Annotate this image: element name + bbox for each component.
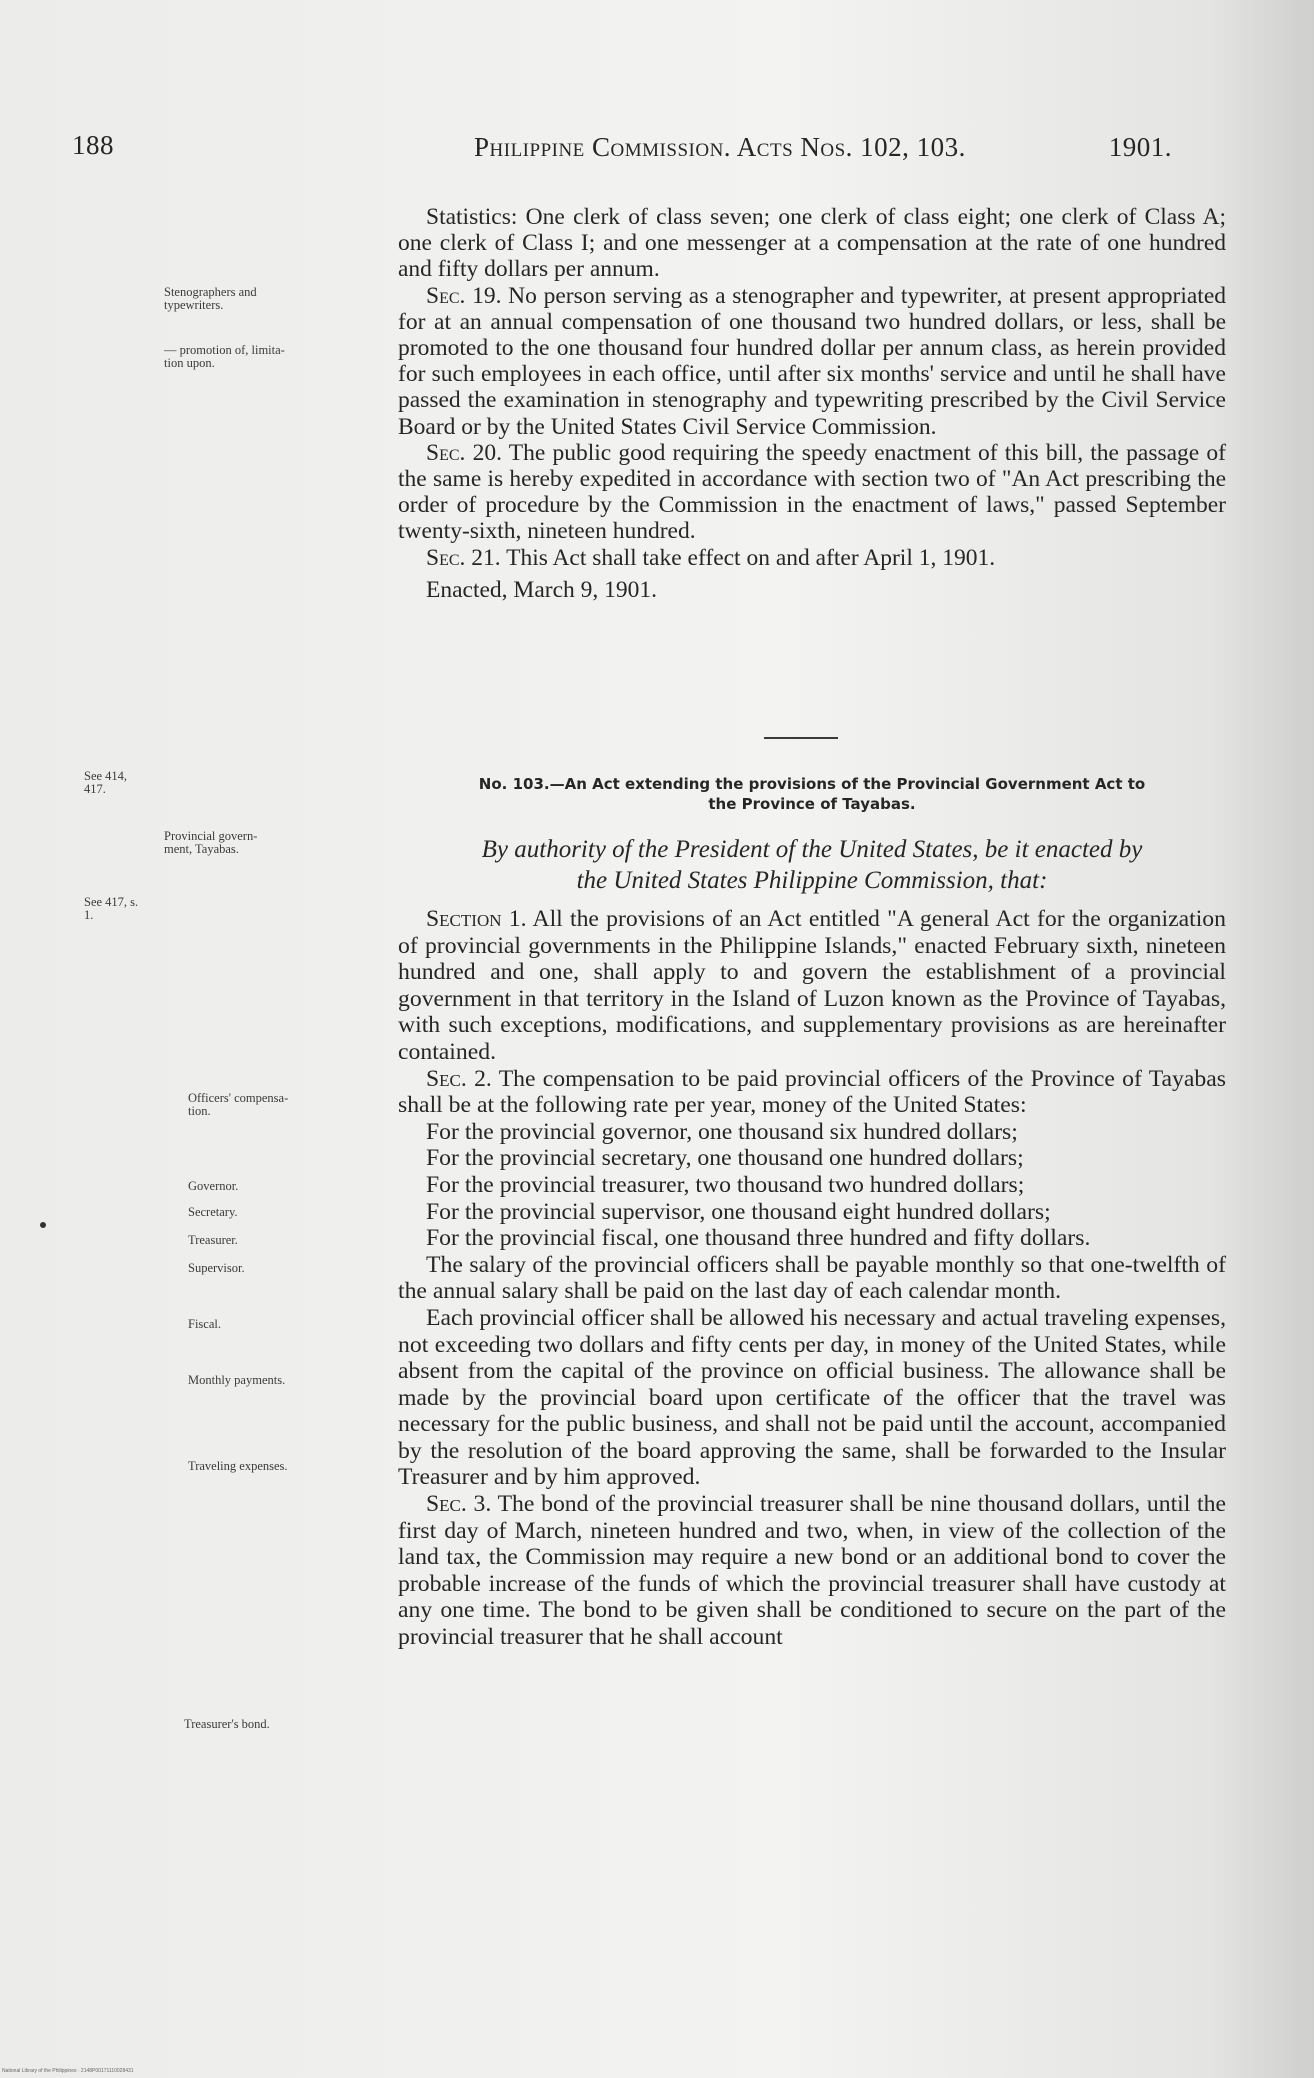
secretary-salary: For the provincial secretary, one thousand one hundred dollars; <box>426 1145 1024 1172</box>
header-year: 1901. <box>1108 132 1172 162</box>
governor-salary: For the provincial governor, one thousand six hundred dollars; <box>426 1118 1018 1145</box>
section-label: Section 1. <box>426 906 527 932</box>
section-text: The bond of the provincial treasurer shall be nine thousand dollars, until the first day of March, nineteen hundred and two, when, in view of the collection of the land tax, the Commission may require a new bond or an additional bond to cover the probable increase of the funds of which the provincial treasurer shall have custody at any one time. The bond to be given shall be conditioned to secure on the part of the provincial treasurer that he shall account <box>398 1491 1226 1651</box>
section-21 <box>398 545 1226 571</box>
enacting-clause: By authority of the President of the United States, be it enacted by the United States Philippine Commission, that: <box>481 836 1143 894</box>
margin-note-provincial-government: Provincial govern- ment, Tayabas. <box>164 829 258 856</box>
margin-note-monthly-payments: Monthly payments. <box>188 1373 286 1387</box>
traveling-expenses: Each provincial officer shall be allowed his necessary and actual traveling expenses, not exceeding two dollars and fifty cents per day, in money of the United States, while absent from the capital of the province on official business. The allowance shall be made by the provincial board upon certificate of the officer that the travel was necessary for the public business, and shall not be paid until the account, accompanied by the resolution of the board approving the same, shall be forwarded to the Insular Treasurer and by him approved. <box>398 1304 1226 1491</box>
act-102-continuation <box>398 204 1226 603</box>
margin-note-stenographers: Stenographers and typewriters. <box>164 285 257 312</box>
ink-speck <box>40 1222 46 1228</box>
margin-note-treasurers-bond: Treasurer's bond. <box>184 1717 270 1731</box>
page-header <box>72 130 1172 180</box>
margin-note-treasurer: Treasurer. <box>188 1233 238 1247</box>
scan-credit: National Library of the Philippines · 2148P00171110028431 <box>2 2068 134 2074</box>
margin-note-see-414: See 414, 417. <box>84 769 128 796</box>
section-label: Sec. 20. <box>426 439 502 466</box>
fiscal-salary: For the provincial fiscal, one thousand three hundred and fifty dollars. <box>426 1225 1091 1252</box>
section-label: Sec. 19. <box>426 282 502 309</box>
margin-note-promotion: — promotion of, limita- tion upon. <box>164 343 285 370</box>
enacted-date: Enacted, March 9, 1901. <box>426 576 658 603</box>
margin-note-secretary: Secretary. <box>188 1205 238 1219</box>
act-103-title: No. 103.—An Act extending the provisions of the Provincial Government Act to the Province of Tayabas. <box>478 775 1146 813</box>
supervisor-salary: For the provincial supervisor, one thousand eight hundred dollars; <box>426 1198 1051 1225</box>
section-text: The compensation to be paid provincial officers of the Province of Tayabas shall be at the following rate per year, money of the United States: <box>398 1065 1226 1119</box>
section-19 <box>398 283 1226 440</box>
section-2 <box>398 1066 1226 1119</box>
section-text: No person serving as a stenographer and typewriter, at present appropriated for at an annual compensation of one thousand two hundred dollars, or less, shall be promoted to the one thousand four hundred dollar per annum class, as herein provided for such employees in each office, until after six months' service and until he shall have passed the examination in stenography and typewriting prescribed by the Civil Service Board or by the United States Civil Service Commission. <box>398 282 1227 440</box>
section-label: Sec. 21. <box>426 544 501 571</box>
section-label: Sec. 2. <box>426 1065 492 1092</box>
section-20 <box>398 440 1226 545</box>
treasurer-salary: For the provincial treasurer, two thousand two hundred dollars; <box>426 1171 1025 1198</box>
margin-note-see-417: See 417, s. 1. <box>84 895 139 922</box>
margin-note-governor: Governor. <box>188 1179 239 1193</box>
section-divider <box>764 737 838 739</box>
section-text: The public good requiring the speedy enactment of this bill, the passage of the same is hereby expedited in accordance with section two of "An Act prescribing the order of procedure by the Commission in the enactment of laws," passed September twenty-sixth, nineteen hundred. <box>398 439 1227 545</box>
section-text: This Act shall take effect on and after April 1, 1901. <box>506 544 996 571</box>
act-103-body <box>398 906 1226 1651</box>
margin-note-supervisor: Supervisor. <box>188 1261 245 1275</box>
paragraph-statistics: Statistics: One clerk of class seven; one clerk of class eight; one clerk of Class A; one clerk of Class I; and one messenger at a compensation at the rate of one hundred and fifty dollars per annum. <box>398 204 1226 283</box>
margin-note-officers: Officers' compensa- tion. <box>188 1091 289 1118</box>
margin-note-traveling-expenses: Traveling expenses. <box>188 1459 288 1473</box>
running-title: Philippine Commission. Acts Nos. 102, 103. <box>474 132 966 162</box>
section-3 <box>398 1491 1226 1651</box>
page-number: 188 <box>72 130 114 160</box>
section-text: All the provisions of an Act entitled "A general Act for the organization of provincial governments in the Philippine Islands," enacted February sixth, nineteen hundred and one, shall apply to and govern the establishment of a provincial government in that territory in the Island of Luzon known as the Province of Tayabas, with such exceptions, modifications, and supplementary provisions as are hereinafter contained. <box>398 906 1226 1065</box>
monthly-payments: The salary of the provincial officers shall be payable monthly so that one-twelfth of the annual salary shall be paid on the last day of each calendar month. <box>398 1251 1226 1305</box>
margin-note-fiscal: Fiscal. <box>188 1317 221 1331</box>
section-label: Sec. 3. <box>426 1491 492 1518</box>
section-1 <box>398 906 1226 1066</box>
